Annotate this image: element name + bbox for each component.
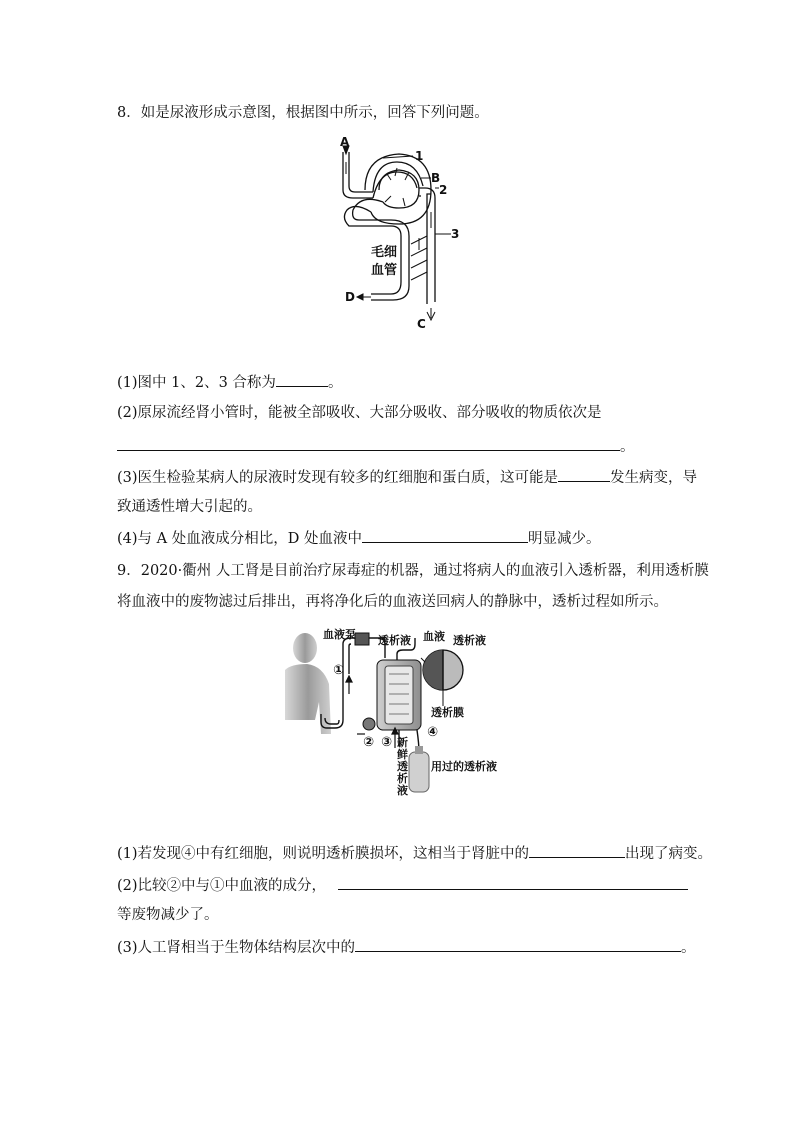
marker-2: ②	[363, 735, 375, 750]
dialysate-right-label: 透析液	[453, 634, 486, 647]
answer-blank[interactable]	[338, 875, 688, 890]
answer-blank[interactable]	[355, 937, 681, 952]
nephron-diagram	[335, 132, 465, 332]
capillary-label-1: 毛细	[371, 245, 398, 260]
q9-part2-cont: 等废物减少了。	[117, 907, 219, 923]
label-a: A	[340, 135, 350, 149]
q8-part1: (1)图中 1、2、3 合称为 。	[117, 372, 342, 393]
fresh-label-2: 鲜	[397, 748, 408, 761]
dialysate-top-label: 透析液	[378, 634, 411, 647]
label-d: D	[345, 290, 355, 304]
label-c: C	[417, 317, 426, 331]
label-2: 2	[439, 183, 448, 197]
q9-stem-2: 将血液中的废物滤过后排出，再将净化后的血液送回病人的静脉中，透析过程如所示。	[117, 594, 668, 610]
q8-part3: (3)医生检验某病人的尿液时发现有较多的红细胞和蛋白质，这可能是 发生病变，导	[117, 467, 697, 488]
q9-part3: (3)人工肾相当于生物体结构层次中的 。	[117, 937, 696, 958]
label-1: 1	[415, 149, 424, 163]
marker-1: ①	[333, 663, 345, 678]
q8-part2-answer: 。	[117, 436, 635, 457]
label-b: B	[431, 171, 441, 185]
fresh-label-1: 新	[397, 736, 408, 749]
used-dialysate-label: 用过的透析液	[431, 760, 497, 773]
q9-stem-1: 9．2020·衢州 人工肾是目前治疗尿毒症的机器，通过将病人的血液引入透析器，利用透析膜	[117, 563, 709, 579]
fresh-label-4: 析	[397, 772, 408, 785]
q8-stem: 8．如是尿液形成示意图，根据图中所示，回答下列问题。	[117, 105, 489, 121]
marker-3: ③	[381, 735, 393, 750]
answer-blank[interactable]	[558, 467, 610, 482]
q9-part2: (2)比较②中与①中血液的成分，	[117, 875, 688, 896]
label-3: 3	[451, 227, 460, 241]
membrane-label: 透析膜	[431, 706, 464, 719]
blood-label: 血液	[423, 630, 445, 643]
marker-4: ④	[427, 725, 439, 740]
fresh-label-3: 透	[397, 760, 408, 773]
q8-part2: (2)原尿流经肾小管时，能被全部吸收、大部分吸收、部分吸收的物质依次是	[117, 405, 602, 421]
answer-blank[interactable]	[276, 372, 328, 387]
pump-label: 血液泵	[323, 628, 356, 641]
q9-part1: (1)若发现④中有红细胞，则说明透析膜损坏，这相当于肾脏中的 出现了病变。	[117, 843, 712, 864]
capillary-label-2: 血管	[371, 263, 398, 278]
q8-part3-cont: 致通透性增大引起的。	[117, 499, 262, 515]
fresh-label-5: 液	[397, 784, 408, 797]
patient-silhouette	[285, 633, 331, 734]
answer-blank[interactable]	[117, 436, 620, 451]
dialysis-diagram	[285, 624, 525, 804]
answer-blank[interactable]	[362, 528, 528, 543]
answer-blank[interactable]	[529, 843, 625, 858]
q8-part4: (4)与 A 处血液成分相比，D 处血液中 明显减少。	[117, 528, 600, 549]
